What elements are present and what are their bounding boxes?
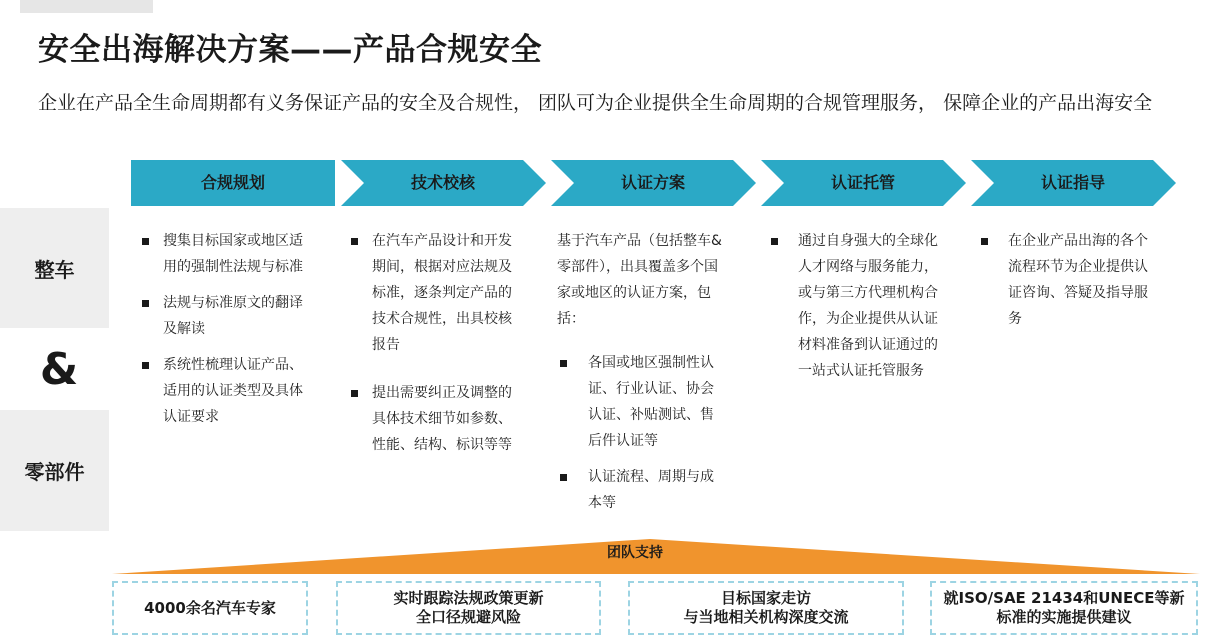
bullet-icon (142, 362, 149, 369)
list-item: 提出需要纠正及调整的具体技术细节如参数、性能、结构、标识等等 (342, 380, 522, 458)
step-5-label: 认证指导 (1040, 173, 1105, 192)
ampersand-symbol: & (39, 344, 79, 395)
step-2-content (342, 228, 522, 468)
list-item: 在汽车产品设计和开发期间，根据对应法规及标准，逐条判定产品的技术合规性，出具校核报告 (342, 228, 522, 358)
bullet-icon (351, 390, 358, 397)
page-subtitle: 企业在产品全生命周期都有义务保证产品的安全及合规性， 团队可为企业提供全生命周期的合规管理服务， 保障企业的产品出海安全 (38, 92, 1153, 114)
list-item: 通过自身强大的全球化人才网络与服务能力，或与第三方代理机构合作，为企业提供从认证材料准备到认证通过的一站式认证托管服务 (762, 228, 942, 384)
bullet-icon (560, 360, 567, 367)
parts-label: 零部件 (24, 460, 85, 484)
page-title: 安全出海解决方案——产品合规安全 (38, 32, 542, 68)
bullet-icon (351, 238, 358, 245)
support-box-experts: 4000余名汽车专家 (112, 581, 308, 635)
step-1-content (133, 228, 313, 440)
step-4-content (762, 228, 942, 394)
step-3-label: 认证方案 (620, 173, 685, 192)
list-item: 法规与标准原文的翻译及解读 (133, 290, 313, 342)
list-item: 认证流程、周期与成本等 (557, 464, 723, 516)
bullet-icon (142, 300, 149, 307)
support-box-standards-advice: 就ISO/SAE 21434和UNECE等新 标准的实施提供建议 (930, 581, 1198, 635)
support-box-country-visits: 目标国家走访 与当地相关机构深度交流 (628, 581, 904, 635)
step-2-label: 技术校核 (410, 173, 475, 192)
step-5-content (972, 228, 1152, 342)
step-3-content (557, 228, 723, 526)
step-3-intro: 基于汽车产品（包括整车&零部件），出具覆盖多个国家或地区的认证方案，包括： (557, 233, 722, 327)
bullet-icon (560, 474, 567, 481)
step-4-label: 认证托管 (830, 173, 895, 192)
list-item: 各国或地区强制性认证、行业认证、协会认证、补贴测试、售后件认证等 (557, 350, 723, 454)
support-box-regulation-tracking: 实时跟踪法规政策更新 全口径规避风险 (336, 581, 601, 635)
bullet-icon (771, 238, 778, 245)
vehicle-label: 整车 (34, 257, 75, 282)
step-1-label: 合规规划 (200, 173, 265, 192)
bullet-icon (142, 238, 149, 245)
list-item: 在企业产品出海的各个流程环节为企业提供认证咨询、答疑及指导服务 (972, 228, 1152, 332)
bullet-icon (981, 238, 988, 245)
support-label: 团队支持 (607, 545, 663, 561)
list-item: 搜集目标国家或地区适用的强制性法规与标准 (133, 228, 313, 280)
list-item: 系统性梳理认证产品、适用的认证类型及具体认证要求 (133, 352, 313, 430)
